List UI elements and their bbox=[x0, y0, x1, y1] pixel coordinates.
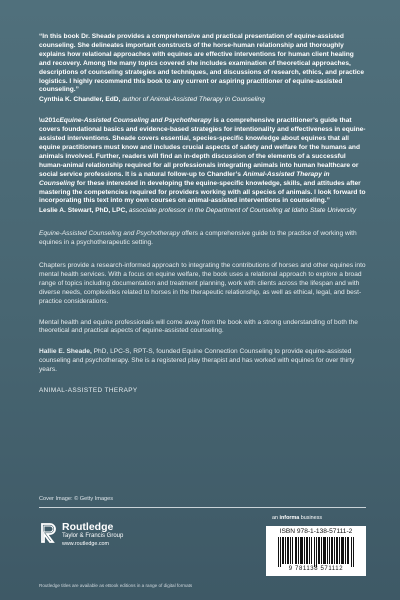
isbn-label: ISBN 978-1-138-57111-2 bbox=[279, 528, 353, 535]
quote-2-author: Leslie A. Stewart, PhD, LPC, bbox=[39, 207, 128, 215]
chapters-paragraph: Chapters provide a research-informed approach to integrating the contributions of horses and other equines into mental health services. With a focus on equine welfare, the book uses a relational approach to explore a broad range of topics including documentation and treatment planning, work with clients across the lifespan and with diverse needs, complexities related to horses in the therapeutic relationship, as well as ethical, legal, and best-practice considerations. bbox=[39, 262, 366, 305]
quote-2-text-a: is a comprehensive practitioner’s guide that covers foundational basics and evidence-based strategies for intentionality and effectiveness in equine-assisted interventions. Sheade covers essential, species-specific knowledge about equines that all equine practitioners must know and includes crucial aspects of safety and welfare for the humans and animals involved. Further, readers will find an in-depth discussion of the elements of a successful human-animal relationship required for all professionals integrating animals into human healthcare or social service professions. It is a natural follow-up to Chandler’s bbox=[39, 117, 366, 178]
publisher-text bbox=[62, 522, 123, 548]
quote-1-attribution bbox=[39, 96, 366, 105]
audience-paragraph: Mental health and equine professionals will come away from the book with a strong understanding of both the theoretical and practical aspects of equine-assisted counseling. bbox=[39, 318, 358, 335]
quote-2-ref-book: Animal-Assisted Therapy in Counseling bbox=[39, 170, 330, 187]
publisher-logo bbox=[39, 522, 123, 548]
quote-2-attribution bbox=[39, 207, 366, 216]
author-bio bbox=[39, 348, 366, 375]
routledge-logo-icon bbox=[39, 522, 57, 544]
barcode-number: 9 781138 571112 bbox=[288, 566, 344, 572]
barcode-panel bbox=[266, 526, 366, 576]
cover-image-credit: Cover Image: © Getty Images bbox=[39, 496, 114, 502]
informa-tagline: an informa business bbox=[272, 515, 323, 521]
barcode-icon bbox=[278, 537, 354, 567]
description-text: offers a comprehensive guide to the practice of working with equines in a psychotherapeutic setting. bbox=[39, 230, 357, 247]
quote-2-role: associate professor in the Department of Counseling at Idaho State University bbox=[128, 207, 357, 215]
description-title: Equine-Assisted Counseling and Psychotherapy bbox=[39, 230, 180, 238]
publisher-group: Taylor & Francis Group bbox=[62, 533, 124, 539]
ebook-note: Routledge titles are available as eBook editions in a range of digital formats bbox=[39, 583, 193, 588]
informa-word: informa bbox=[279, 515, 300, 521]
publisher-name: Routledge bbox=[62, 521, 114, 533]
endorsement-quote-1 bbox=[39, 33, 366, 95]
publisher-url: www.routledge.com bbox=[62, 541, 110, 547]
author-name: Hallie E. Sheade, bbox=[39, 348, 92, 356]
subject-category: ANIMAL-ASSISTED THERAPY bbox=[39, 387, 138, 395]
author-credentials: PhD, LPC-S, RPT-S, bbox=[91, 348, 155, 356]
quote-1-role: author of Animal-Assisted Therapy in Counseling bbox=[122, 96, 265, 104]
book-description bbox=[39, 230, 366, 248]
quote-1-book: Animal-Assisted Therapy in Counseling bbox=[149, 96, 265, 104]
cover-content bbox=[39, 33, 366, 396]
author-bio-text: founded Equine Connection Counseling to provide equine-assisted counseling and psychotherapy. She is a registered play therapist and has worked with equines for over thirty years. bbox=[39, 348, 355, 374]
quote-2-text-b: for these interested in developing the equine-specific knowledge, skills, and attitudes after mastering the competencies required for providers working with all species of animals. I look forward to incorporating this text into my own courses on animal-assisted interventions in counseling.” bbox=[39, 179, 366, 205]
quote-1-author: Cynthia K. Chandler, EdD, bbox=[39, 96, 121, 104]
quote-2-title: Equine-Assisted Counseling and Psychotherapy bbox=[59, 117, 212, 125]
quote-1-text: “In this book Dr. Sheade provides a comprehensive and practical presentation of equine-assisted counseling. She delineates important constructs of the horse-human relationship and thoroughly explains how relational approaches with equines are effective interventions for human client healing and recovery. Among the many topics covered she includes examination of theoretical approaches, descriptions of counseling strategies and techniques, and discussions of research, ethics, and practice logistics. I highly recommend this book to any current or aspiring practitioner of equine-assisted counseling.” bbox=[39, 33, 365, 94]
endorsement-quote-2: \u201cEquine-Assisted Counseling and Psychotherapy is a comprehensive practitioner’s guide that covers foundational basics and evidence-based strategies for intentionality and effectiveness in equine-assisted interventions. Sheade covers essential, species-specific knowledge about equines that all equine practitioners must know and includes crucial aspects of safety and welfare for the humans and animals involved. Further, readers will find an in-depth discussion of the elements of a successful human-animal relationship required for all professionals integrating animals into human healthcare or social service professions. It is a natural follow-up to Chandler’s Animal-Assisted Therapy in Counseling for these interested in developing the equine-specific knowledge, skills, and attitudes after mastering the competencies required for providers working with all species of animals. I look forward to incorporating this text into my own courses on animal-assisted interventions in counseling.” bbox=[39, 117, 366, 205]
divider-rule bbox=[39, 507, 366, 508]
